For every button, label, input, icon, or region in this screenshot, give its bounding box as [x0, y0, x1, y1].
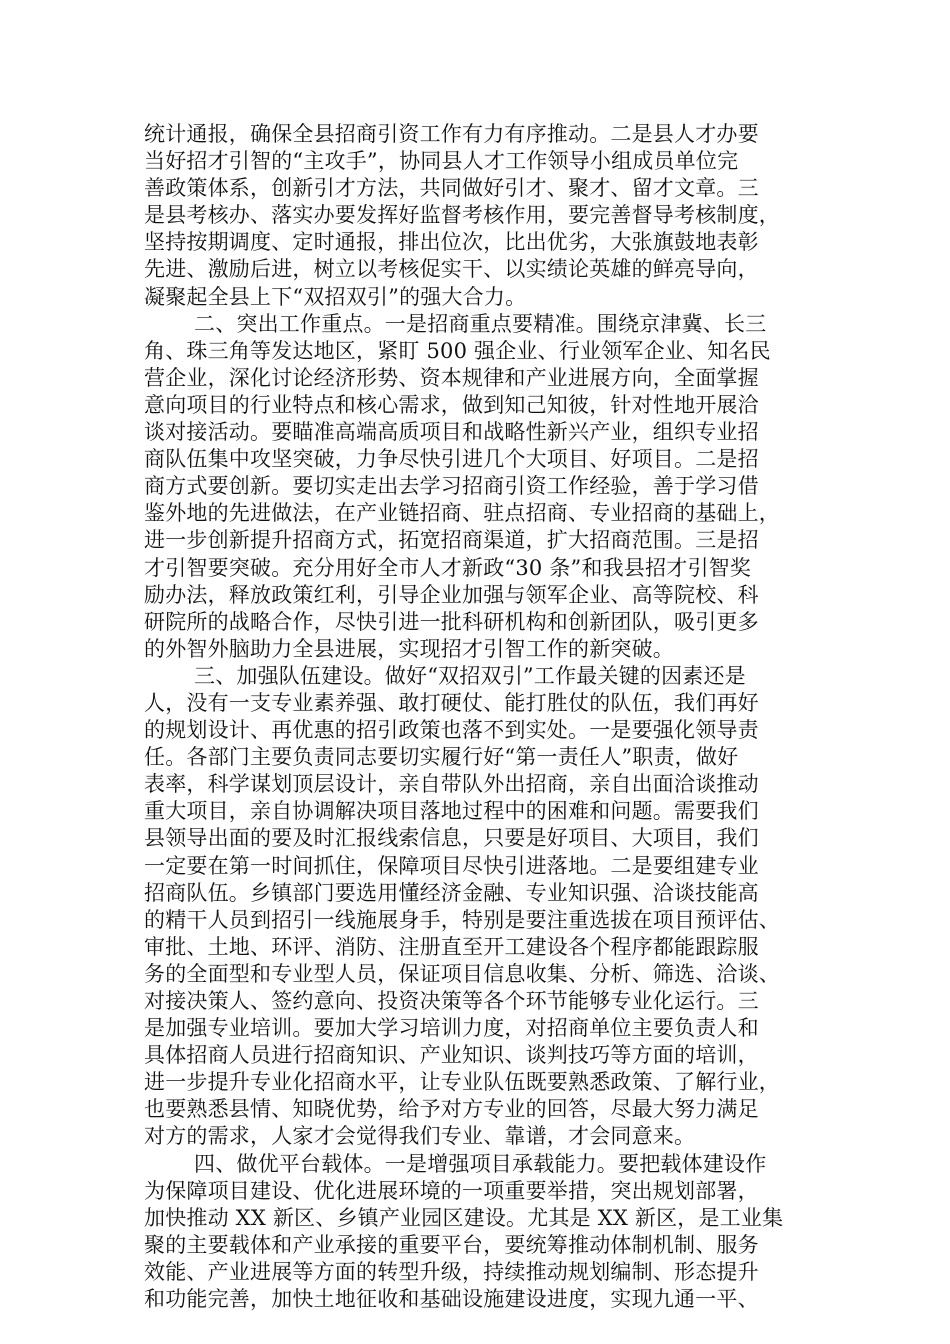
text-line: 招商队伍。乡镇部门要选用懂经济金融、专业知识强、洽谈技能高 — [144, 880, 759, 905]
paragraph-1 — [144, 311, 818, 663]
text-line: 商方式要创新。要切实走出去学习招商引资工作经验，善于学习借 — [144, 474, 759, 499]
text-line: 善政策体系，创新引才方法，共同做好引才、聚才、留才文章。三 — [144, 176, 759, 201]
text-line: 也要熟悉县情、知晓优势，给予对方专业的回答，尽最大努力满足 — [144, 1097, 759, 1122]
text-line: 四、做优平台载体。一是增强项目承载能力。要把载体建设作 — [194, 1151, 767, 1176]
paragraph-2 — [144, 663, 818, 1151]
text-line: 为保障项目建设、优化进展环境的一项重要举措，突出规划部署， — [144, 1178, 759, 1203]
text-line: 商队伍集中攻坚突破，力争尽快引进几个大项目、好项目。二是招 — [144, 447, 759, 472]
text-line: 县领导出面的要及时汇报线索信息，只要是好项目、大项目，我们 — [144, 826, 759, 851]
text-line: 角、珠三角等发达地区，紧盯 500 强企业、行业领军企业、知名民 — [144, 338, 771, 363]
text-line: 励办法，释放政策红利，引导企业加强与领军企业、高等院校、科 — [144, 582, 759, 607]
text-line: 任。各部门主要负责同志要切实履行好“第一责任人”职责，做好 — [144, 745, 739, 770]
text-line: 的外智外脑助力全县进展，实现招才引智工作的新突破。 — [144, 636, 674, 661]
text-line: 统计通报，确保全县招商引资工作有力有序推动。二是县人才办要 — [144, 122, 759, 146]
text-line: 三、加强队伍建设。做好“双招双引”工作最关键的因素还是 — [194, 663, 746, 688]
text-line: 的规划设计、再优惠的招引政策也落不到实处。一是要强化领导责 — [144, 718, 759, 743]
text-line: 营企业，深化讨论经济形势、资本规律和产业进展方向，全面掌握 — [144, 365, 759, 390]
text-line: 具体招商人员进行招商知识、产业知识、谈判技巧等方面的培训， — [144, 1043, 759, 1068]
text-line: 是加强专业培训。要加大学习培训力度，对招商单位主要负责人和 — [144, 1016, 759, 1041]
text-line: 对接决策人、签约意向、投资决策等各个环节能够专业化运行。三 — [144, 989, 759, 1013]
paragraph-0 — [144, 121, 818, 311]
text-line: 坚持按期调度、定时通报，排出位次，比出优劣，大张旗鼓地表彰 — [144, 230, 759, 255]
text-line: 才引智要突破。充分用好全市人才新政“30 条”和我县招才引智奖 — [144, 555, 752, 580]
text-line: 先进、激励后进，树立以考核促实干、以实绩论英雄的鲜亮导向， — [144, 257, 759, 282]
text-line: 加快推动 XX 新区、乡镇产业园区建设。尤其是 XX 新区，是工业集 — [144, 1205, 784, 1230]
text-line: 对方的需求，人家才会觉得我们专业、靠谱，才会同意来。 — [144, 1124, 696, 1149]
text-line: 凝聚起全县上下“双招双引”的强大合力。 — [144, 284, 527, 309]
text-line: 重大项目，亲自协调解决项目落地过程中的困难和问题。需要我们 — [144, 799, 759, 824]
text-line: 一定要在第一时间抓住，保障项目尽快引进落地。二是要组建专业 — [144, 853, 759, 878]
text-line: 鉴外地的先进做法，在产业链招商、驻点招商、专业招商的基础上， — [144, 501, 780, 526]
text-line: 聚的主要载体和产业承接的重要平台，要统筹推动体制机制、服务 — [144, 1232, 759, 1257]
text-line: 人，没有一支专业素养强、敢打硬仗、能打胜仗的队伍，我们再好 — [144, 690, 759, 715]
text-line: 意向项目的行业特点和核心需求，做到知己知彼，针对性地开展洽 — [144, 392, 759, 417]
text-line: 研院所的战略合作，尽快引进一批科研机构和创新团队，吸引更多 — [144, 609, 759, 634]
text-line: 进一步创新提升招商方式，拓宽招商渠道，扩大招商范围。三是招 — [144, 528, 759, 553]
paragraph-3 — [144, 1151, 818, 1314]
text-line: 务的全面型和专业型人员，保证项目信息收集、分析、筛选、洽谈、 — [144, 961, 780, 986]
text-line: 和功能完善，加快土地征收和基础设施建设进度，实现九通一平、 — [144, 1287, 759, 1312]
text-line: 进一步提升专业化招商水平，让专业队伍既要熟悉政策、了解行业， — [144, 1070, 780, 1095]
document-page — [144, 121, 818, 1313]
text-line: 的精干人员到招引一线施展身手，特别是要注重选拔在项目预评估、 — [144, 907, 780, 932]
text-line: 谈对接活动。要瞄准高端高质项目和战略性新兴产业，组织专业招 — [144, 420, 759, 445]
text-line: 表率，科学谋划顶层设计，亲自带队外出招商，亲自出面洽谈推动 — [144, 772, 759, 797]
text-line: 审批、土地、环评、消防、注册直至开工建设各个程序都能跟踪服 — [144, 934, 759, 959]
text-line: 当好招才引智的“主攻手”，协同县人才工作领导小组成员单位完 — [144, 149, 739, 174]
text-line: 效能、产业进展等方面的转型升级，持续推动规划编制、形态提升 — [144, 1259, 759, 1284]
text-line: 二、突出工作重点。一是招商重点要精准。围绕京津冀、长三 — [194, 311, 767, 336]
text-line: 是县考核办、落实办要发挥好监督考核作用，要完善督导考核制度， — [144, 203, 780, 228]
